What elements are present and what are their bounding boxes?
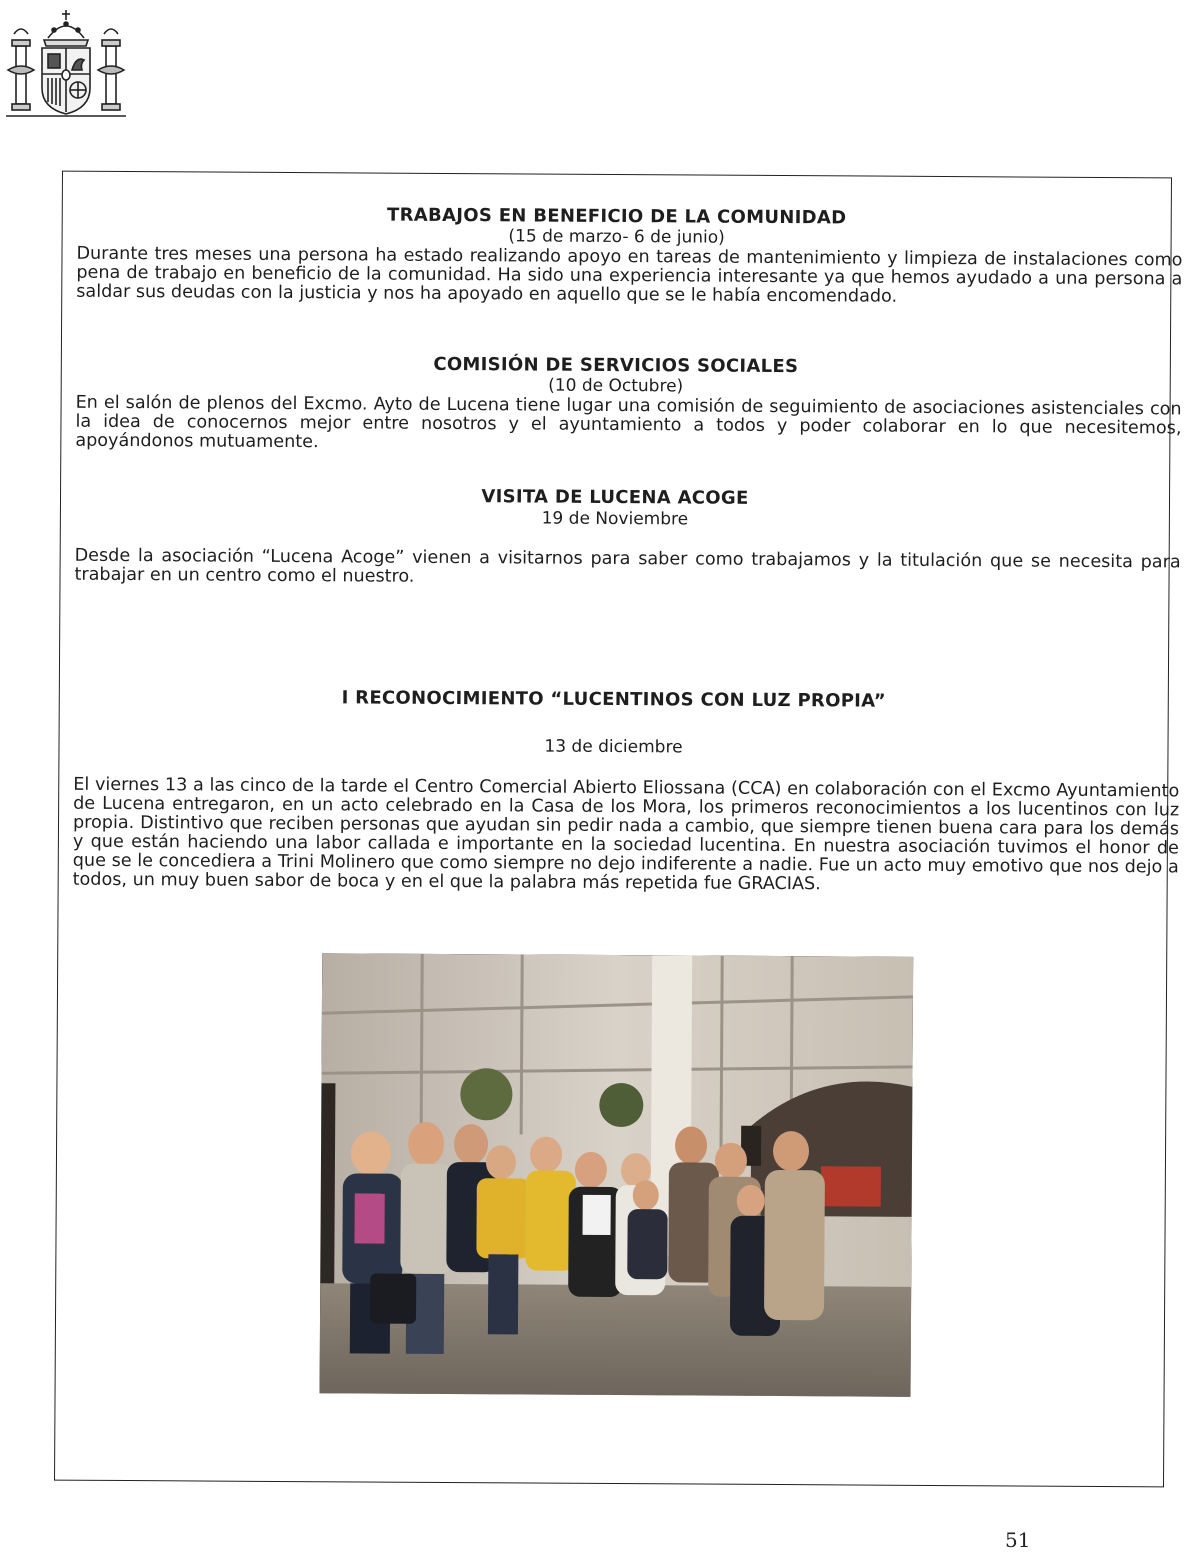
- section-title-reconocimiento: I RECONOCIMIENTO “LUCENTINOS CON LUZ PROPIA”: [341, 687, 886, 712]
- group-photo: [320, 953, 914, 1397]
- section-date-comision: (10 de Octubre): [548, 375, 684, 397]
- content-frame: [54, 171, 1183, 1488]
- section-body-reconocimiento: El viernes 13 a las cinco de la tarde el Centro Comercial Abierto Eliossana (CCA) en colaboración con el Excmo Ayuntamiento de Lucena entregaron, en un acto celebrado en la Casa de los Mora, los primeros reconocimientos a los lucentinos con luz propia. Distintivo que reciben personas que ayudan sin pedir nada a cambio, que siempre tienen buena cara para los demás y que están haciendo una labor callada e importante en la sociedad lucentina. En nuestra asociación tuvimos el honor de que se le concediera a Trini Molinero que como siempre no dejo indiferente a nadie. Fue un acto muy emotivo que nos dejo a todos, un muy buen sabor de boca y en el que la palabra más repetida fue GRACIAS.: [72, 774, 1180, 895]
- section-body-lucena-acoge: Desde la asociación “Lucena Acoge” vienen a visitarnos para saber como trabajamos y la titulación que se necesita para trabajar en un centro como el nuestro.: [74, 545, 1181, 587]
- section-date-lucena-acoge: 19 de Noviembre: [541, 508, 689, 530]
- section-date-trabajos: (15 de marzo- 6 de junio): [508, 226, 725, 248]
- page-number: 51: [1005, 1528, 1031, 1552]
- section-body-comision: En el salón de plenos del Excmo. Ayto de Lucena tiene lugar una comisión de seguimiento de asociaciones asistenciales con la idea de conocernos mejor entre nosotros y el ayuntamiento a todos y poder colaborar en lo que necesitemos, apoyándonos mutuamente.: [75, 392, 1182, 453]
- section-date-reconocimiento: 13 de diciembre: [544, 736, 683, 758]
- section-title-trabajos: TRABAJOS EN BENEFICIO DE LA COMUNIDAD: [387, 204, 847, 229]
- coat-of-arms-emblem: [4, 4, 128, 120]
- section-title-lucena-acoge: VISITA DE LUCENA ACOGE: [481, 486, 749, 509]
- section-body-trabajos: Durante tres meses una persona ha estado realizando apoyo en tareas de mantenimiento y limpieza de instalaciones como pena de trabajo en beneficio de la comunidad. Ha sido una experiencia interesante ya que hemos ayudado a una persona a saldar sus deudas con la justicia y nos ha apoyado en aquello que se le había encomendado.: [76, 243, 1183, 307]
- section-title-comision: COMISIÓN DE SERVICIOS SOCIALES: [433, 353, 799, 378]
